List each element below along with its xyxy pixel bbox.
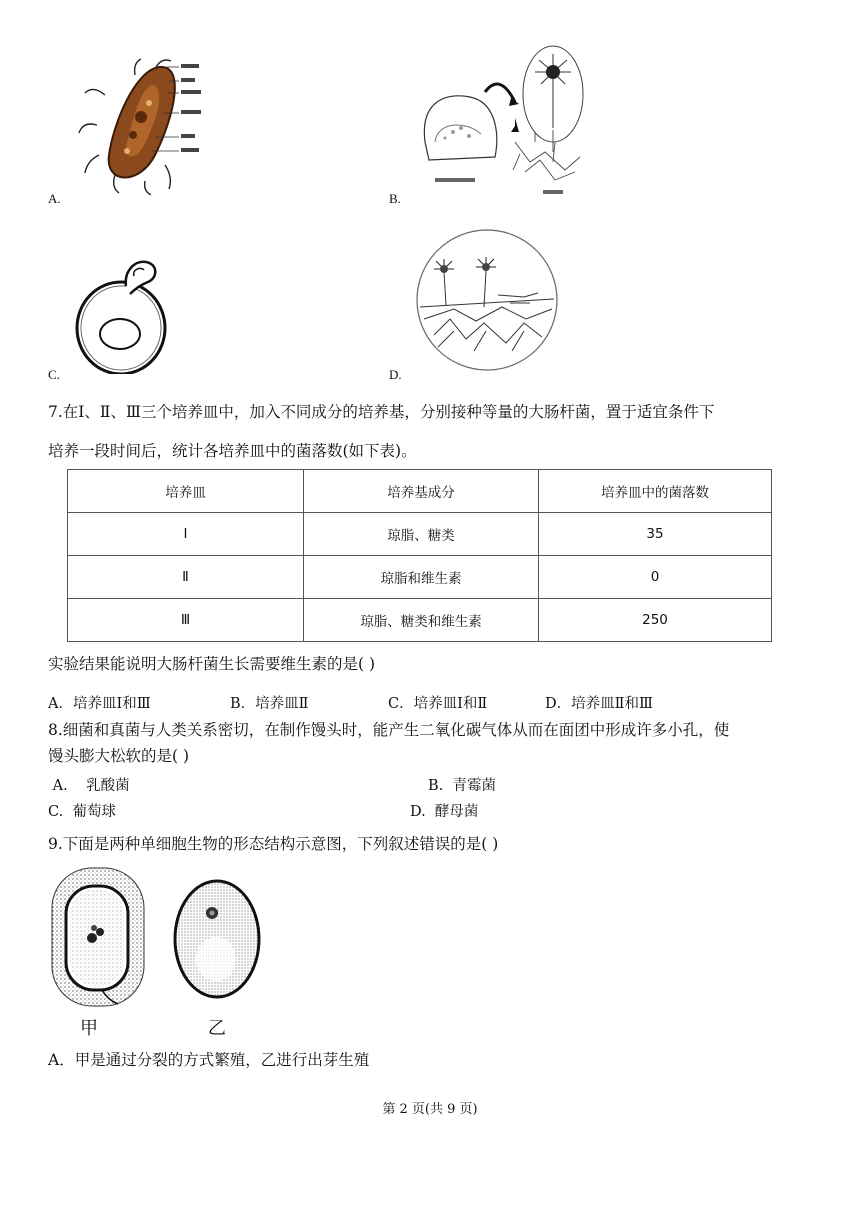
figure-c-yeast [74, 252, 174, 374]
q7-results-table [67, 469, 772, 642]
table-header-cell: 培养基成分 [304, 470, 539, 513]
q8-option-d: D. 酵母菌 [410, 804, 479, 820]
table-row [68, 599, 772, 642]
figure-d-mold-hyphae [414, 227, 560, 373]
table-cell: 琼脂、糖类和维生素 [304, 599, 539, 642]
figure-a-bacterium [75, 55, 215, 195]
q7-option-b: B．培养皿Ⅱ [230, 696, 309, 712]
figure-b-mold-bread [415, 42, 595, 202]
figure-yi-yeast [172, 877, 262, 1001]
table-row [68, 556, 772, 599]
table-cell: 250 [539, 599, 772, 642]
table-header-row [68, 470, 772, 513]
q8-option-a: A. 乳酸菌 [48, 778, 130, 794]
label-yi: 乙 [208, 1018, 226, 1039]
table-header-cell: 培养皿中的菌落数 [539, 470, 772, 513]
q7-question: 实验结果能说明大肠杆菌生长需要维生素的是( ) [48, 655, 376, 673]
q7-option-d: D．培养皿Ⅱ和Ⅲ [545, 696, 653, 712]
option-b-label: B. [389, 191, 401, 206]
label-jia: 甲 [80, 1018, 98, 1039]
table-cell: Ⅰ [68, 513, 304, 556]
table-cell: 琼脂和维生素 [304, 556, 539, 599]
page-number: 第 2 页(共 9 页) [382, 1102, 478, 1117]
table-cell: 0 [539, 556, 772, 599]
option-c-label: C. [48, 367, 60, 382]
q7-option-c: C．培养皿Ⅰ和Ⅱ [388, 696, 488, 712]
q9-option-a: A．甲是通过分裂的方式繁殖，乙进行出芽生殖 [48, 1051, 370, 1069]
q7-option-a: A．培养皿Ⅰ和Ⅲ [48, 696, 151, 712]
table-row [68, 513, 772, 556]
q8-option-b: B. 青霉菌 [428, 778, 496, 794]
table-cell: 35 [539, 513, 772, 556]
option-a-label: A. [48, 191, 61, 206]
q8-stem-line1: 8.细菌和真菌与人类关系密切，在制作馒头时，能产生二氧化碳气体从而在面团中形成许多小孔，使 [48, 721, 730, 739]
table-cell: Ⅲ [68, 599, 304, 642]
option-d-label: D. [389, 367, 402, 382]
table-cell: Ⅱ [68, 556, 304, 599]
table-header-cell: 培养皿 [68, 470, 304, 513]
q7-stem-line1: 7.在Ⅰ、Ⅱ、Ⅲ三个培养皿中，加入不同成分的培养基，分别接种等量的大肠杆菌，置于适宜条件下 [48, 403, 715, 421]
table-cell: 琼脂、糖类 [304, 513, 539, 556]
q8-stem-line2: 馒头膨大松软的是( ) [48, 747, 190, 765]
q7-stem-line2: 培养一段时间后，统计各培养皿中的菌落数(如下表)。 [48, 442, 417, 460]
figure-jia-bacterium [48, 866, 148, 1011]
q9-stem: 9.下面是两种单细胞生物的形态结构示意图，下列叙述错误的是( ) [48, 835, 499, 853]
q8-option-c: C. 葡萄球 [48, 804, 116, 820]
